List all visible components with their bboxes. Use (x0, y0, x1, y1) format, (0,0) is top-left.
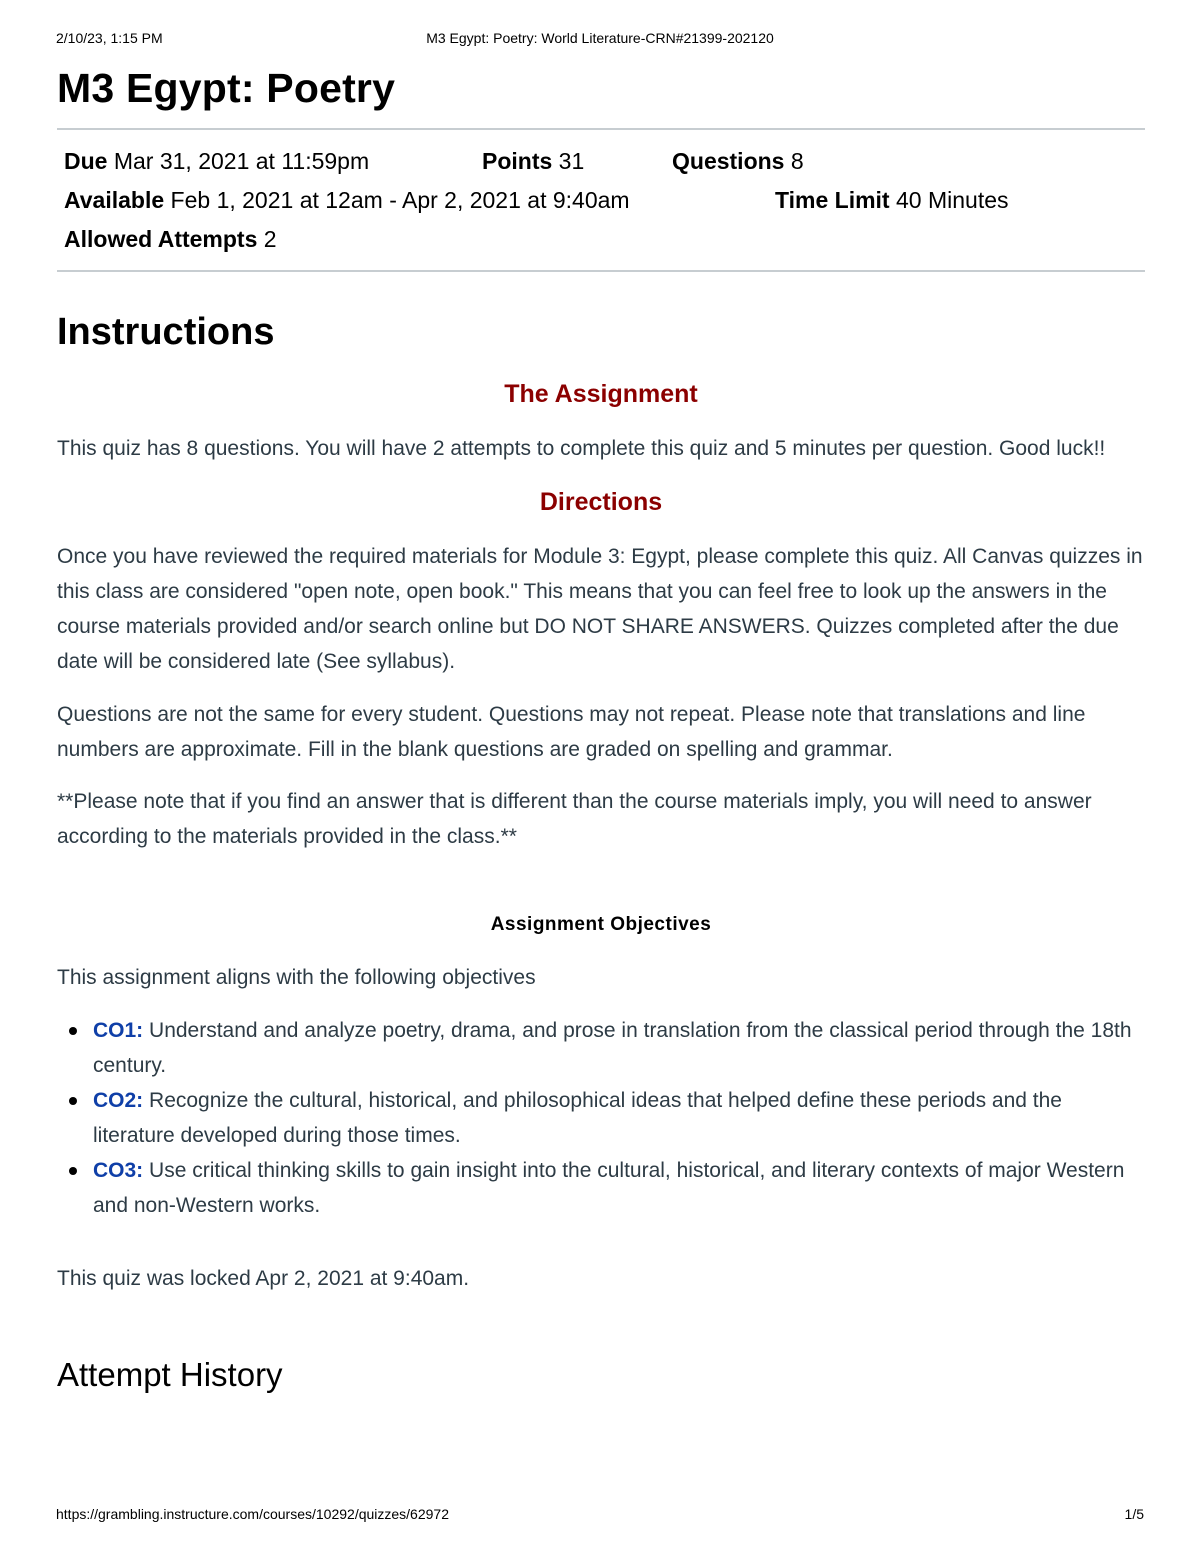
page-number: 1/5 (1124, 1506, 1144, 1522)
objectives-intro: This assignment aligns with the following objectives (57, 966, 536, 989)
page-title: M3 Egypt: Poetry (57, 65, 396, 111)
objective-code: CO2: (93, 1089, 144, 1112)
directions-paragraph-2: Questions are not the same for every student. Questions may not repeat. Please note that translations and line numbers are approximate. Fill in the blank questions are graded on spelling and grammar. (57, 703, 1086, 761)
locked-notice: This quiz was locked Apr 2, 2021 at 9:40am. (57, 1267, 470, 1290)
objectives-heading: Assignment Objectives (490, 914, 712, 935)
list-item (57, 1013, 1145, 1083)
instructions-heading: Instructions (57, 311, 275, 353)
details-row-2 (64, 187, 1145, 226)
objective-code: CO3: (93, 1159, 144, 1182)
questions-item (672, 148, 804, 175)
objective-text: Understand and analyze poetry, drama, and prose in translation from the classical period through the 18th century. (93, 1019, 1132, 1077)
due-item (64, 148, 369, 175)
directions-paragraph-3: **Please note that if you find an answer that is different than the course materials imply, you will need to answer according to the materials provided in the class.** (57, 790, 1092, 848)
assignment-text: This quiz has 8 questions. You will have 2 attempts to complete this quiz and 5 minutes per question. Good luck!! (57, 437, 1106, 460)
directions-paragraph-1: Once you have reviewed the required materials for Module 3: Egypt, please complete this quiz. All Canvas quizzes in this class are considered "open note, open book." This means that you can feel free to look up the answers in the course materials provided and/or search online but DO NOT SHARE ANSWERS. Quizzes completed after the due date will be considered late (See syllabus). (57, 545, 1143, 673)
due-label: Due (64, 148, 108, 174)
objective-text: Use critical thinking skills to gain insight into the cultural, historical, and literary contexts of major Western and non-Western works. (93, 1159, 1125, 1217)
points-value: 31 (558, 148, 585, 174)
objectives-list (57, 1013, 1145, 1223)
quiz-content (57, 62, 1145, 1396)
time-limit-value: 40 Minutes (896, 187, 1009, 213)
points-item (482, 148, 584, 175)
available-value: Feb 1, 2021 at 12am - Apr 2, 2021 at 9:40am (170, 187, 630, 213)
available-item (64, 187, 630, 214)
allowed-attempts-label: Allowed Attempts (64, 226, 258, 252)
questions-label: Questions (672, 148, 785, 174)
bullet-icon (69, 1167, 77, 1175)
time-limit-label: Time Limit (775, 187, 890, 213)
questions-value: 8 (790, 148, 804, 174)
objective-text: Recognize the cultural, historical, and philosophical ideas that helped define these periods and the literature developed during those times. (93, 1089, 1062, 1147)
points-label: Points (482, 148, 553, 174)
print-date: 2/10/23, 1:15 PM (56, 30, 163, 46)
bullet-icon (69, 1097, 77, 1105)
list-item (57, 1153, 1145, 1223)
print-document-title: M3 Egypt: Poetry: World Literature-CRN#21399-202120 (426, 30, 774, 46)
due-value: Mar 31, 2021 at 11:59pm (113, 148, 370, 174)
attempt-history-heading: Attempt History (57, 1356, 283, 1393)
directions-heading: Directions (539, 488, 663, 516)
print-header (56, 30, 1144, 50)
allowed-attempts-value: 2 (263, 226, 277, 252)
bullet-icon (69, 1027, 77, 1035)
allowed-attempts-item (64, 226, 277, 253)
list-item (57, 1083, 1145, 1153)
available-label: Available (64, 187, 165, 213)
print-footer (56, 1506, 1144, 1526)
details-row-3 (64, 226, 1145, 265)
time-limit-item (775, 187, 1009, 214)
print-url: https://grambling.instructure.com/courses/10292/quizzes/62972 (56, 1506, 449, 1522)
details-row-1 (64, 148, 1145, 187)
assignment-heading: The Assignment (504, 380, 698, 408)
divider-bottom (57, 270, 1145, 272)
objective-code: CO1: (93, 1019, 144, 1042)
quiz-details (57, 130, 1145, 270)
